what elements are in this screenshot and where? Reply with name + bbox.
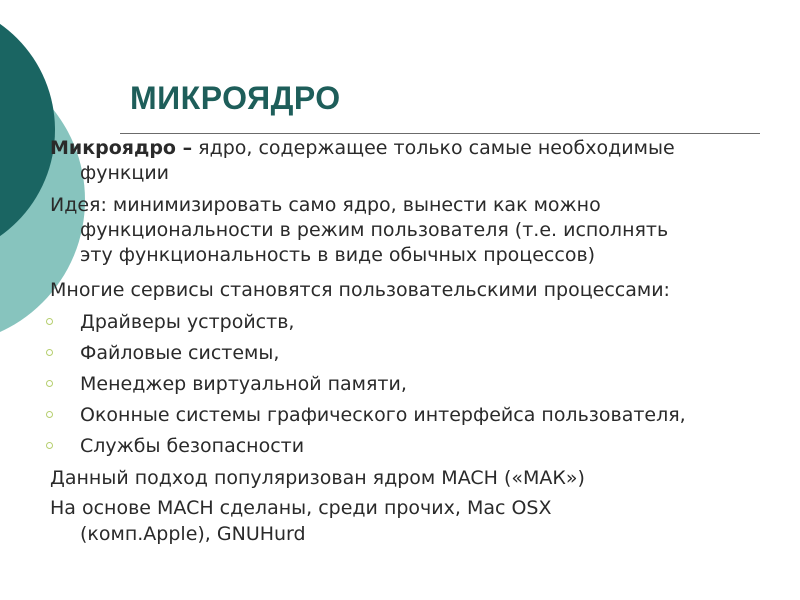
bullet-item — [80, 341, 279, 365]
bullet-text: Службы безопасности — [80, 435, 305, 457]
paragraph-1-rest: ядро, содержащее только самые необходимые — [192, 137, 675, 159]
paragraph-5-line-2: (комп.Apple), GNUHurd — [80, 523, 306, 545]
term-microkernel: Микроядро – — [50, 137, 193, 159]
bullet-item — [80, 372, 407, 396]
bullet-text: Файловые системы, — [80, 342, 280, 364]
bullet-ring-icon — [46, 411, 53, 418]
bullet-ring-icon — [46, 442, 53, 449]
paragraph-1-line-1 — [50, 136, 675, 160]
paragraph-2-line-2: функциональности в режим пользователя (т.е. исполнять — [80, 219, 669, 241]
bullet-ring-icon — [46, 349, 53, 356]
title-underline — [120, 133, 760, 134]
bullet-ring-icon — [46, 318, 53, 325]
paragraph-1-line-2: функции — [80, 162, 170, 184]
bullet-text: Менеджер виртуальной памяти, — [80, 373, 407, 395]
paragraph-2-line-3: эту функциональность в виде обычных процессов) — [80, 244, 596, 266]
paragraph-3: Многие сервисы становятся пользовательскими процессами: — [50, 279, 670, 301]
bullet-item — [80, 310, 294, 334]
bullet-item — [80, 403, 686, 427]
paragraph-4: Данный подход популяризован ядром MACH («МАК») — [50, 467, 585, 489]
paragraph-5-line-1: На основе MACH сделаны, среди прочих, Mac OSX — [50, 497, 552, 519]
paragraph-2-line-1: Идея: минимизировать само ядро, вынести как можно — [50, 194, 601, 216]
bullet-text: Драйверы устройств, — [80, 311, 295, 333]
slide-title: МИКРОЯДРО — [130, 80, 341, 116]
bullet-ring-icon — [46, 380, 53, 387]
bullet-item — [80, 434, 304, 458]
bullet-text: Оконные системы графического интерфейса пользователя, — [80, 404, 686, 426]
